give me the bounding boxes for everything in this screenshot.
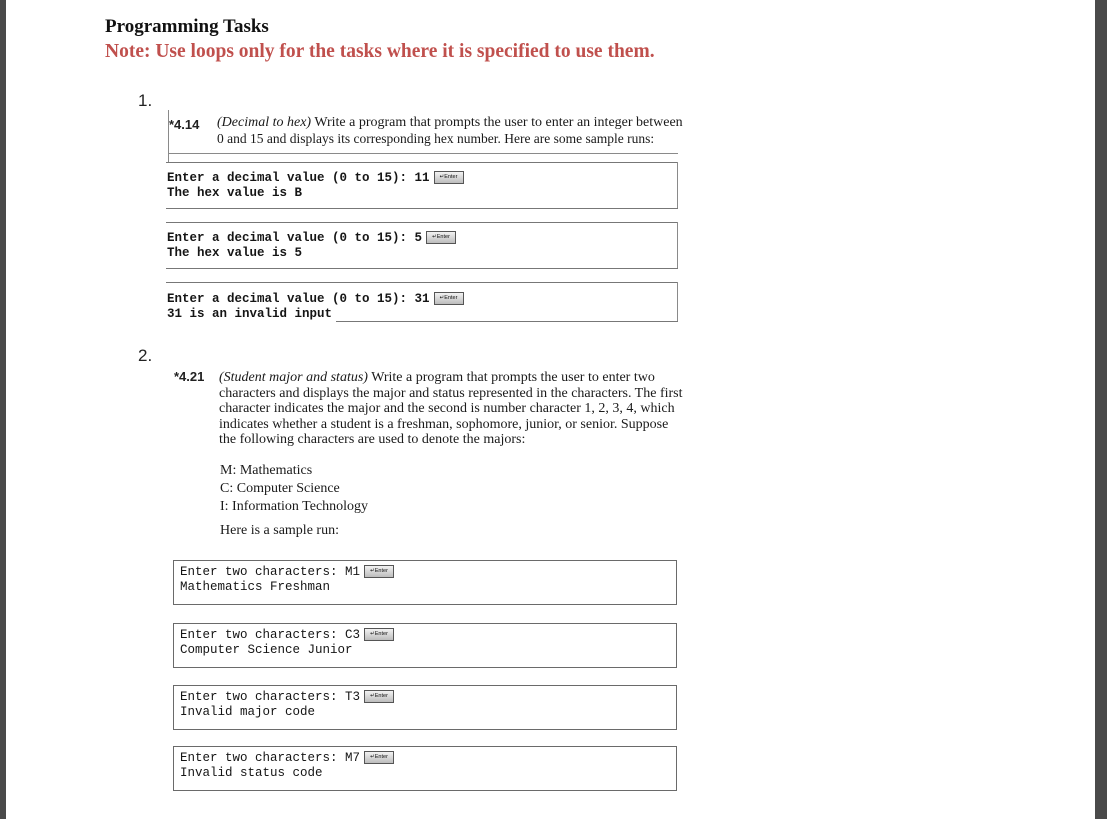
task2-desc-line3: character indicates the major and the second is number character 1, 2, 3, 4, which [219, 401, 675, 416]
major-item: M: Mathematics [220, 463, 313, 478]
run-prompt: Enter a decimal value (0 to 15): 31 [167, 292, 430, 306]
task2-title: (Student major and status) [219, 370, 368, 385]
run-box-bottom-rule [166, 268, 678, 269]
task1-rule [168, 153, 678, 154]
task1-desc-line1: Write a program that prompts the user to enter an integer between [314, 115, 683, 130]
run-box-right-rule [677, 222, 678, 268]
task1-run-1 [167, 171, 464, 200]
major-item: C: Computer Science [220, 481, 340, 496]
run-prompt: Enter two characters: M7 [180, 751, 361, 765]
task1-desc-line2: 0 and 15 and displays its corresponding hex number. Here are some sample runs: [217, 130, 655, 146]
task1-title: (Decimal to hex) [217, 115, 312, 130]
run-box-top-rule [166, 162, 678, 163]
page-title: Programming Tasks [105, 16, 269, 37]
run-prompt: Enter two characters: C3 [180, 628, 361, 642]
task1-run-3 [167, 292, 464, 321]
enter-key-icon: ↵Enter [426, 231, 456, 244]
note-text: Note: Use loops only for the tasks where it is specified to use them. [105, 41, 655, 62]
task2-description [219, 370, 689, 448]
majors-list [220, 462, 368, 516]
task1-run-2 [167, 231, 456, 260]
enter-key-icon: ↵Enter [364, 628, 394, 641]
major-item: I: Information Technology [220, 499, 369, 514]
task2-number: *4.21 [174, 369, 205, 384]
task1-description [217, 115, 687, 146]
run-box-right-rule [677, 282, 678, 322]
run-box-right-rule [677, 162, 678, 208]
sample-intro: Here is a sample run: [220, 523, 339, 538]
enter-key-icon: ↵Enter [434, 171, 464, 184]
task2-run-box-4 [173, 746, 677, 791]
enter-key-icon: ↵Enter [364, 751, 394, 764]
run-prompt: Enter two characters: T3 [180, 690, 361, 704]
run-box-bottom-rule [166, 208, 678, 209]
task1-number: *4.14 [169, 117, 200, 132]
task1-list-number: 1. [138, 91, 153, 110]
run-box-top-rule [166, 282, 678, 283]
task2-run-box-2 [173, 623, 677, 668]
document-page [6, 0, 1095, 819]
task2-desc-line1: Write a program that prompts the user to enter two [371, 370, 655, 385]
enter-key-icon: ↵Enter [364, 565, 394, 578]
run-prompt: Enter a decimal value (0 to 15): 5 [167, 231, 423, 245]
task2-desc-line2: characters and displays the major and status represented in the characters. The first [219, 385, 683, 401]
enter-key-icon: ↵Enter [434, 292, 464, 305]
task2-desc-line5: the following characters are used to denote the majors: [219, 432, 526, 447]
enter-key-icon: ↵Enter [364, 690, 394, 703]
run-box-bottom-rule [336, 321, 678, 322]
run-output: The hex value is B [167, 185, 303, 200]
run-output: Mathematics Freshman [180, 579, 331, 594]
run-output: Invalid status code [180, 765, 323, 780]
run-box-top-rule [166, 222, 678, 223]
run-prompt: Enter a decimal value (0 to 15): 11 [167, 171, 430, 185]
run-output: 31 is an invalid input [167, 306, 333, 321]
run-output: Invalid major code [180, 704, 316, 719]
task2-list-number: 2. [138, 346, 153, 365]
task2-desc-line4: indicates whether a student is a freshman, sophomore, junior, or senior. Suppose [219, 416, 669, 432]
run-prompt: Enter two characters: M1 [180, 565, 361, 579]
run-output: Computer Science Junior [180, 642, 353, 657]
task2-run-box-1 [173, 560, 677, 605]
task2-run-box-3 [173, 685, 677, 730]
run-output: The hex value is 5 [167, 245, 303, 260]
